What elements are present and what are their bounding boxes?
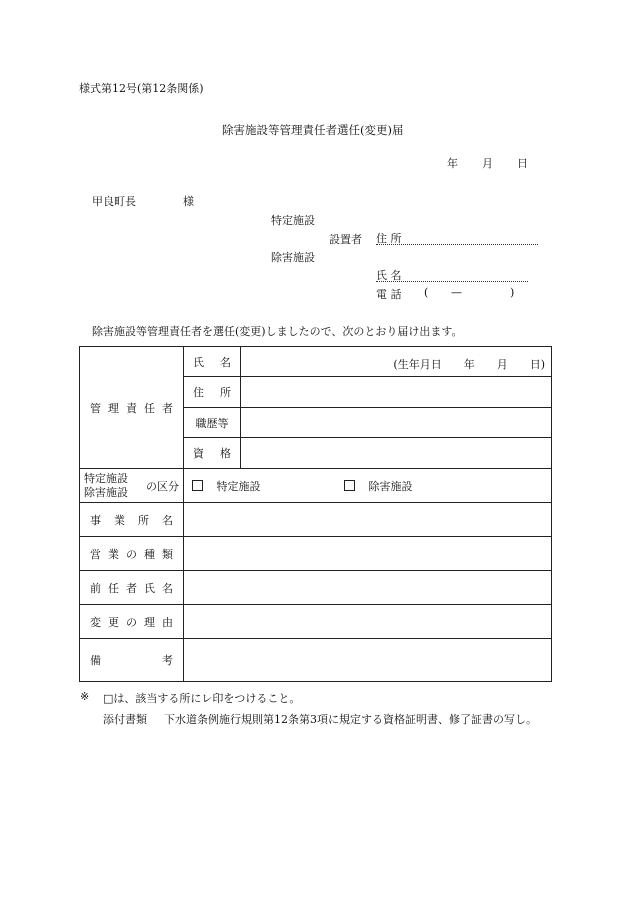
addressee-suffix: 様 <box>183 195 194 208</box>
applicant-name-field[interactable] <box>376 267 528 282</box>
qualification-label-cell: 資 格 <box>184 438 241 469</box>
form-table <box>79 346 552 682</box>
option-specific-facility-label: 特定施設 <box>216 479 261 493</box>
applicant-phone-label: 電 話 <box>376 288 402 301</box>
addressee-name: 甲良町長 <box>92 195 136 208</box>
previous-manager-label-cell: 前 任 者 氏 名 <box>80 571 184 605</box>
note-mark: ※ <box>80 690 90 703</box>
manager-name-field[interactable] <box>241 347 552 377</box>
phone-dash: — <box>451 286 462 299</box>
date-day: 日 <box>517 157 528 170</box>
checkbox-specific-facility[interactable] <box>192 480 203 491</box>
installer-label: 設置者 <box>329 233 362 246</box>
business-type-label-cell: 営 業 の 種 類 <box>80 537 184 571</box>
phone-close-paren: ) <box>510 286 515 299</box>
applicant-address-field[interactable] <box>376 230 538 245</box>
checkbox-removal-facility[interactable] <box>344 480 355 491</box>
date-year: 年 <box>447 157 458 170</box>
statement-text: 除害施設等管理責任者を選任(変更)しましたので、次のとおり届け出ます。 <box>92 325 463 338</box>
form-number: 様式第12号(第12条関係) <box>79 82 204 95</box>
birthdate-label: (生年月日 年 月 日) <box>393 358 545 371</box>
qualification-field[interactable] <box>241 438 552 469</box>
date-month: 月 <box>482 157 493 170</box>
previous-manager-field[interactable] <box>184 571 552 605</box>
change-reason-label-cell: 変 更 の 理 由 <box>80 605 184 639</box>
specific-facility-label: 特定施設 <box>271 214 315 227</box>
office-name-label-cell: 事 業 所 名 <box>80 503 184 537</box>
career-field[interactable] <box>241 408 552 438</box>
option-removal-facility-label: 除害施設 <box>368 479 413 493</box>
removal-facility-label: 除害施設 <box>271 251 315 264</box>
manager-name-label-cell: 氏 名 <box>184 347 241 377</box>
change-reason-field[interactable] <box>184 605 552 639</box>
remarks-field[interactable] <box>184 639 552 682</box>
phone-open-paren: ( <box>424 286 429 299</box>
applicant-address-label: 住 所 <box>376 232 402 245</box>
manager-address-label-cell: 住 所 <box>184 377 241 408</box>
applicant-name-label: 氏 名 <box>376 269 402 282</box>
career-label-cell: 職歴等 <box>184 408 241 438</box>
office-name-field[interactable] <box>184 503 552 537</box>
attachments-label: 添付書類 <box>103 713 147 726</box>
manager-address-field[interactable] <box>241 377 552 408</box>
note-checkbox-instruction: □は、該当する所にレ印をつけること。 <box>103 692 301 705</box>
facility-class-label-cell: 特定施設 除害施設 の区分 <box>80 469 184 503</box>
attachments-text: 下水道条例施行規則第12条第3項に規定する資格証明書、修了証書の写し。 <box>164 713 537 726</box>
remarks-label-cell: 備 考 <box>80 639 184 682</box>
business-type-field[interactable] <box>184 537 552 571</box>
document-title: 除害施設等管理責任者選任(変更)届 <box>222 123 404 137</box>
facility-class-options <box>184 469 552 503</box>
manager-label-cell: 管 理 責 任 者 <box>80 347 184 469</box>
